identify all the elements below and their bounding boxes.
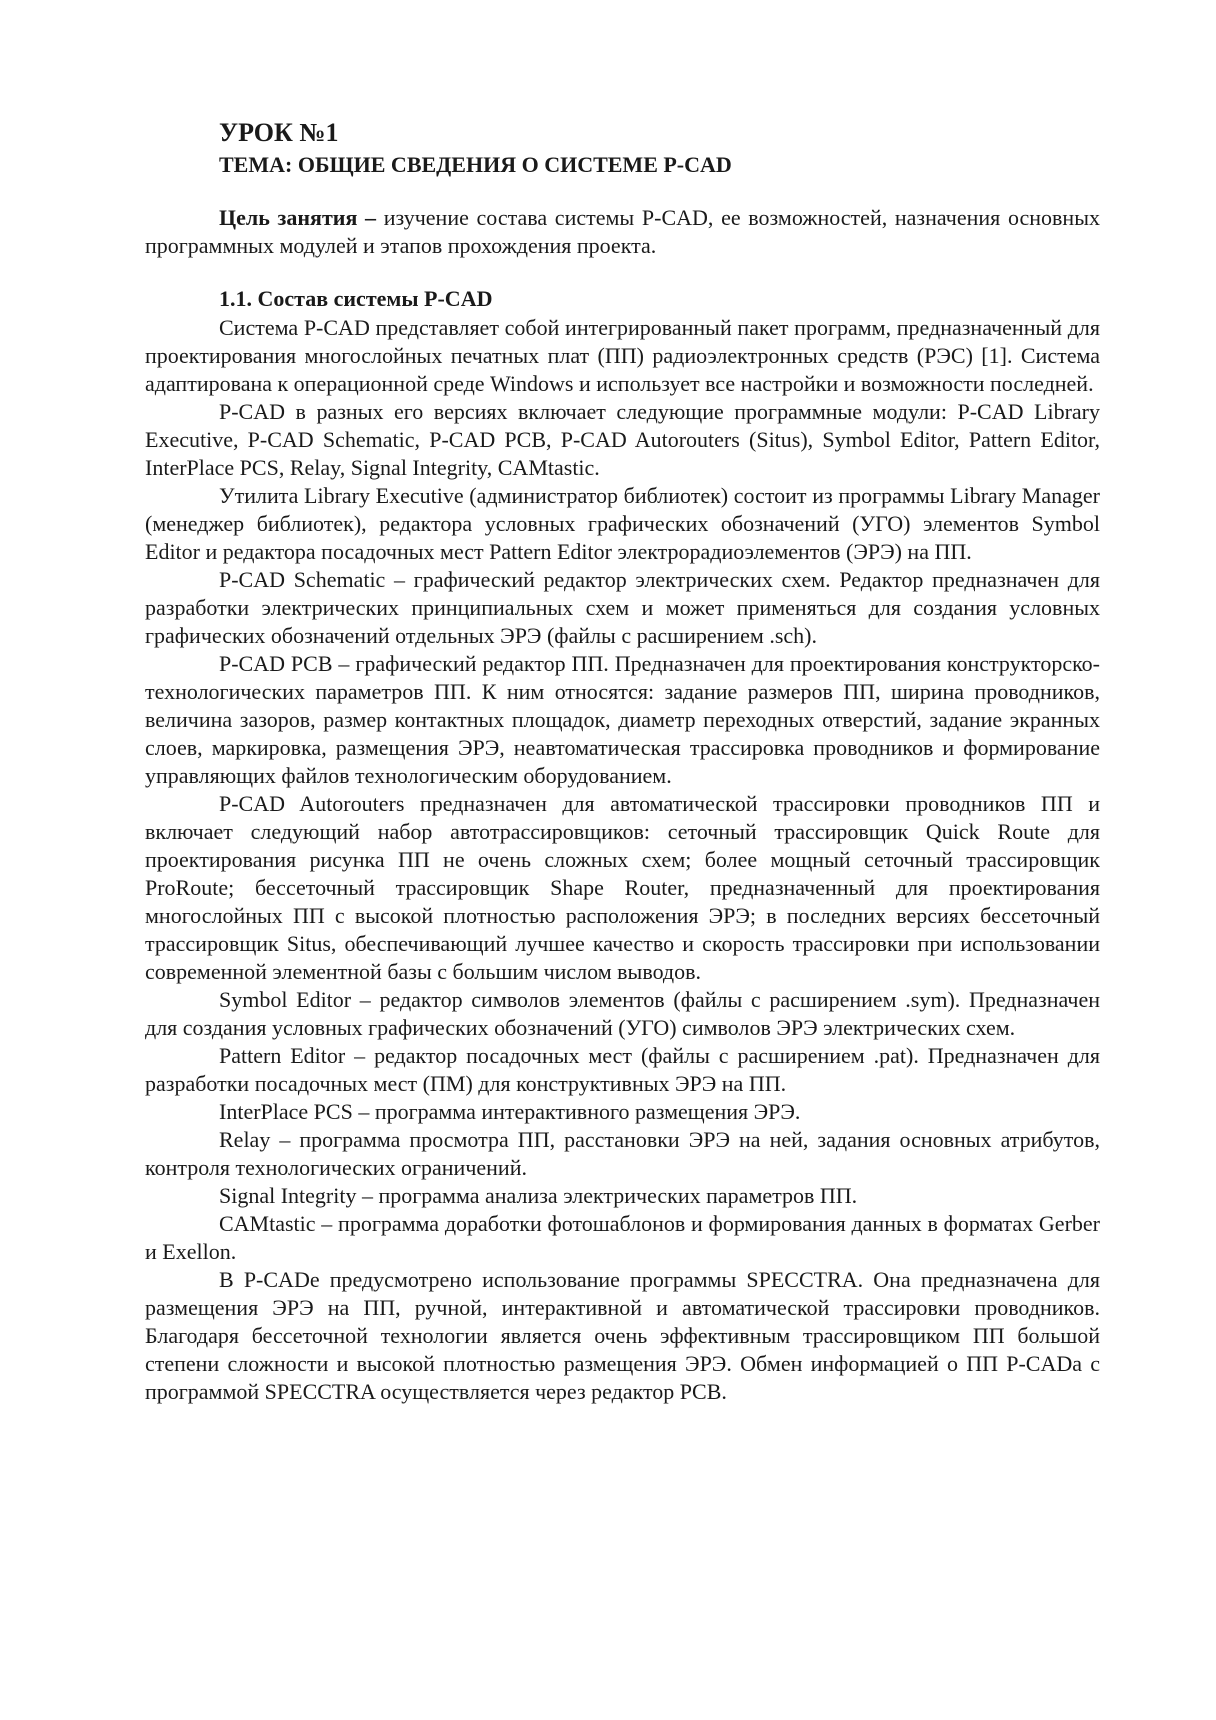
paragraph-specctra: В P-CADе предусмотрено использование программы SPECCTRA. Она предназначена для размещения ЭРЭ на ПП, ручной, интерактивной и автоматической трассировки проводников. Благодаря бессеточной технологии является очень эффективным трассировщиком ПП большой степени сложности и высокой плотностью размещения ЭРЭ. Обмен информацией о ПП P-CADа с программой SPECCTRA осуществляется через редактор PCB.	[145, 1267, 1100, 1404]
paragraph-symbol-editor: Symbol Editor – редактор символов элементов (файлы с расширением .sym). Предназначен для создания условных графических обозначений (УГО) символов ЭРЭ электрических схем.	[145, 987, 1100, 1040]
paragraph-camtastic: CAMtastic – программа доработки фотошаблонов и формирования данных в форматах Gerber и Exellon.	[145, 1211, 1100, 1264]
paragraph-signal-integrity: Signal Integrity – программа анализа электрических параметров ПП.	[219, 1183, 858, 1208]
goal-text: изучение состава системы P-CAD, ее возможностей, назначения основных программных модулей и этапов прохождения проекта.	[145, 205, 1100, 258]
paragraph-intro: Система P-CAD представляет собой интегрированный пакет программ, предназначенный для проектирования многослойных печатных плат (ПП) радиоэлектронных средств (РЭС) [1]. Система адаптирована к операционной среде Windows и использует все настройки и возможности последней.	[145, 315, 1100, 396]
goal-label: Цель занятия –	[219, 205, 377, 230]
document-page	[145, 116, 1100, 1406]
section-title: 1.1. Состав системы P-CAD	[219, 286, 493, 311]
paragraph-autorouters: P-CAD Autorouters предназначен для автоматической трассировки проводников ПП и включает следующий набор автотрассировщиков: сеточный трассировщик Quick Route для проектирования рисунка ПП не очень сложных схем; более мощный сеточный трассировщик ProRoute; бессеточный трассировщик Shape Router, предназначенный для проектирования многослойных ПП с высокой плотностью расположения ЭРЭ; в последних версиях бессеточный трассировщик Situs, обеспечивающий лучшее качество и скорость трассировки при использовании современной элементной базы с большим числом выводов.	[145, 791, 1100, 984]
paragraph-library-executive: Утилита Library Executive (администратор библиотек) состоит из программы Library Manager (менеджер библиотек), редактора условных графических обозначений (УГО) элементов Symbol Editor и редактора посадочных мест Pattern Editor электрорадиоэлементов (ЭРЭ) на ПП.	[145, 483, 1100, 564]
paragraph-interplace: InterPlace PCS – программа интерактивного размещения ЭРЭ.	[219, 1099, 801, 1124]
goal-paragraph	[145, 204, 1100, 260]
paragraph-relay: Relay – программа просмотра ПП, расстановки ЭРЭ на ней, задания основных атрибутов, контроля технологических ограничений.	[145, 1127, 1100, 1180]
paragraph-schematic: P-CAD Schematic – графический редактор электрических схем. Редактор предназначен для разработки электрических принципиальных схем и может применяться для создания условных графических обозначений отдельных ЭРЭ (файлы с расширением .sch).	[145, 567, 1100, 648]
paragraph-pcb: P-CAD PCB – графический редактор ПП. Предназначен для проектирования конструкторско-технологических параметров ПП. К ним относятся: задание размеров ПП, ширина проводников, величина зазоров, размер контактных площадок, диаметр переходных отверстий, задание экранных слоев, маркировка, размещения ЭРЭ, неавтоматическая трассировка проводников и формирование управляющих файлов технологическим оборудованием.	[145, 651, 1100, 788]
paragraph-pattern-editor: Pattern Editor – редактор посадочных мест (файлы с расширением .pat). Предназначен для разработки посадочных мест (ПМ) для конструктивных ЭРЭ на ПП.	[145, 1043, 1100, 1096]
topic-title: ТЕМА: ОБЩИЕ СВЕДЕНИЯ О СИСТЕМЕ P-CAD	[219, 152, 732, 177]
paragraph-modules: P-CAD в разных его версиях включает следующие программные модули: P-CAD Library Executive, P-CAD Schematic, P-CAD PCB, P-CAD Autorouters (Situs), Symbol Editor, Pattern Editor, InterPlace PCS, Relay, Signal Integrity, CAMtastic.	[145, 399, 1100, 480]
lesson-title: УРОК №1	[219, 118, 339, 147]
